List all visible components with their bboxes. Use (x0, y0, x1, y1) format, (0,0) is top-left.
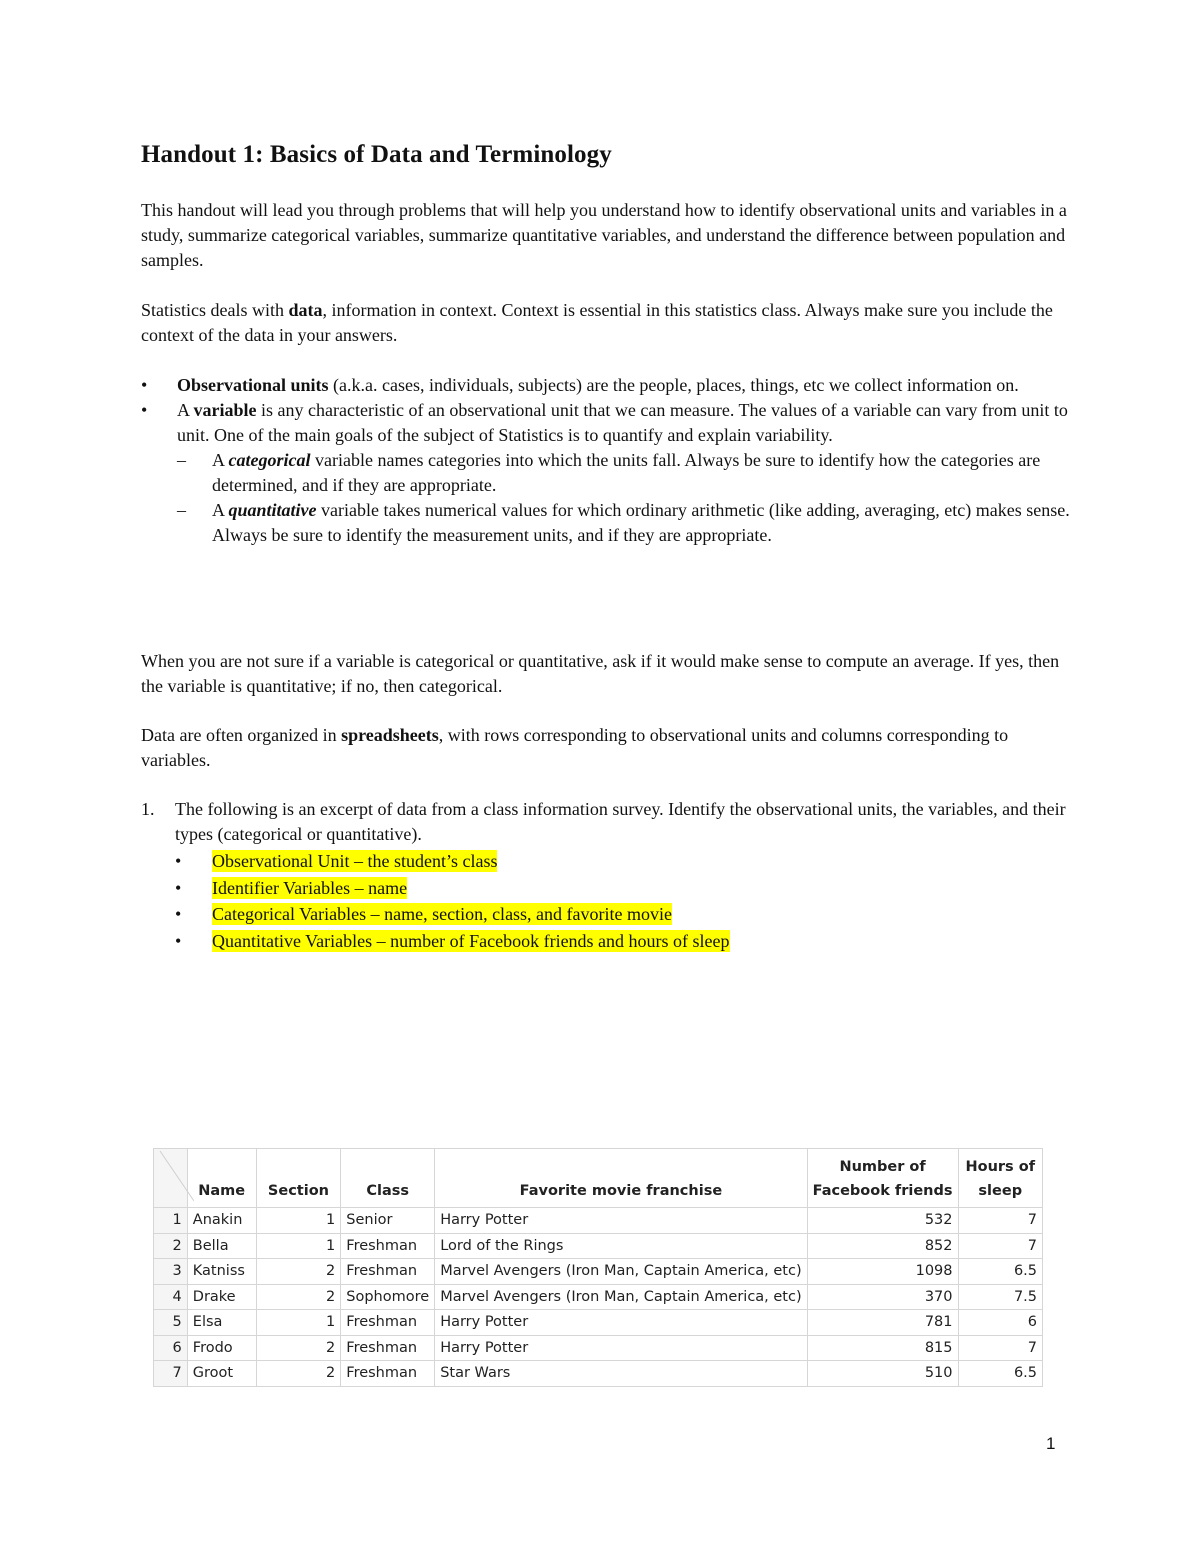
intro-paragraph: This handout will lead you through problems that will help you understand how to identify observational units and variables in a study, summarize categorical variables, summarize quantitative variables, and understand the difference between population and samples. (141, 200, 1067, 270)
answer-text: Categorical Variables – name, section, class, and favorite movie (212, 904, 673, 924)
bullet-icon: • (175, 877, 182, 898)
header-line: Facebook friends (812, 1183, 953, 1199)
cell-class: Freshman (341, 1361, 435, 1387)
cell-name: Katniss (187, 1259, 256, 1285)
answer-item (175, 901, 1071, 928)
cell-movie: Star Wars (435, 1361, 807, 1387)
cell-hours-of-sleep: 6.5 (958, 1259, 1042, 1285)
table-row (154, 1208, 1043, 1234)
cell-movie: Harry Potter (435, 1208, 807, 1234)
cell-facebook-friends: 532 (807, 1208, 958, 1234)
table-row (154, 1284, 1043, 1310)
survey-data-table (153, 1148, 1043, 1387)
row-number: 7 (154, 1361, 188, 1387)
variable-definition: is any characteristic of an observational unit that we can measure. The values of a variable can vary from unit to unit. One of the main goals of the subject of Statistics is to quantify and explain variability. (177, 400, 1068, 445)
table-row (154, 1233, 1043, 1259)
cell-facebook-friends: 510 (807, 1361, 958, 1387)
answer-item (175, 848, 1071, 875)
bullet-icon: • (175, 851, 182, 871)
list-item-variable (141, 398, 1071, 448)
cell-movie: Harry Potter (435, 1335, 807, 1361)
cell-section: 2 (256, 1335, 341, 1361)
column-header-movie: Favorite movie franchise (435, 1149, 807, 1208)
cell-movie: Marvel Avengers (Iron Man, Captain America, etc) (435, 1259, 807, 1285)
answer-item (175, 875, 1071, 902)
table-body (154, 1208, 1043, 1387)
definitions-list (141, 373, 1071, 548)
categorical-definition: variable names categories into which the units fall. Always be sure to identify how the categories are determined, and if they are appropriate. (212, 450, 1041, 495)
answer-text: Quantitative Variables – number of Facebook friends and hours of sleep (212, 930, 730, 951)
answer-text: Identifier Variables – name (212, 877, 408, 898)
cell-class: Senior (341, 1208, 435, 1234)
table-row (154, 1335, 1043, 1361)
cell-facebook-friends: 370 (807, 1284, 958, 1310)
spreadsheet-paragraph (141, 723, 1071, 773)
table-row (154, 1361, 1043, 1387)
dash-icon: – (177, 450, 186, 470)
page-title: Handout 1: Basics of Data and Terminology (141, 141, 612, 168)
list-item-quantitative (141, 498, 1071, 548)
cell-name: Bella (187, 1233, 256, 1259)
cell-movie: Marvel Avengers (Iron Man, Captain America, etc) (435, 1284, 807, 1310)
table-row (154, 1259, 1043, 1285)
question-1 (141, 797, 1071, 954)
stats-term-data: data (288, 300, 323, 320)
term-spreadsheets: spreadsheets (341, 725, 439, 745)
row-number: 4 (154, 1284, 188, 1310)
cell-class: Sophomore (341, 1284, 435, 1310)
row-number: 2 (154, 1233, 188, 1259)
list-item-categorical (141, 448, 1071, 498)
stats-text-before: Statistics deals with (141, 300, 289, 320)
bullet-icon: • (141, 400, 148, 420)
list-item-observational-units (141, 373, 1071, 398)
column-header-class: Class (341, 1149, 435, 1208)
quantitative-definition: variable takes numerical values for which ordinary arithmetic (like adding, averaging, etc) makes sense. Always be sure to identify the measurement units, and if they are appropriate. (212, 500, 1070, 545)
answer-item (175, 928, 1071, 955)
cell-hours-of-sleep: 7 (958, 1233, 1042, 1259)
term-variable: variable (193, 400, 257, 420)
statistics-paragraph (141, 298, 1071, 348)
dash-icon: – (177, 500, 186, 520)
when-paragraph: When you are not sure if a variable is categorical or quantitative, ask if it would make sense to compute an average. If yes, then the variable is quantitative; if no, then categorical. (141, 651, 1060, 696)
cell-hours-of-sleep: 7 (958, 1208, 1042, 1234)
cell-section: 2 (256, 1259, 341, 1285)
cell-hours-of-sleep: 7.5 (958, 1284, 1042, 1310)
cell-section: 1 (256, 1310, 341, 1336)
cell-name: Drake (187, 1284, 256, 1310)
cell-class: Freshman (341, 1335, 435, 1361)
term-quantitative: quantitative (228, 500, 317, 520)
table-row (154, 1310, 1043, 1336)
variable-prefix: A (177, 400, 194, 420)
term-observational-units: Observational units (177, 375, 329, 395)
cell-name: Elsa (187, 1310, 256, 1336)
cell-section: 2 (256, 1361, 341, 1387)
column-header-name: Name (187, 1149, 256, 1208)
cell-class: Freshman (341, 1233, 435, 1259)
cell-facebook-friends: 1098 (807, 1259, 958, 1285)
cell-facebook-friends: 852 (807, 1233, 958, 1259)
row-number: 1 (154, 1208, 188, 1234)
cell-name: Groot (187, 1361, 256, 1387)
spreadsheet-text-after: , with rows corresponding to observational units and columns corresponding to variables. (141, 725, 1009, 770)
question-text: The following is an excerpt of data from a class information survey. Identify the observational units, the variables, and their types (categorical or quantitative). (175, 799, 1066, 844)
cell-class: Freshman (341, 1310, 435, 1336)
cell-section: 1 (256, 1233, 341, 1259)
cell-hours-of-sleep: 6 (958, 1310, 1042, 1336)
cell-hours-of-sleep: 6.5 (958, 1361, 1042, 1387)
row-number: 5 (154, 1310, 188, 1336)
bullet-icon: • (175, 930, 182, 951)
cell-section: 1 (256, 1208, 341, 1234)
header-line: Hours of (965, 1159, 1036, 1175)
answer-text: Observational Unit – the student’s class (212, 851, 498, 871)
header-line: sleep (978, 1183, 1023, 1199)
cell-facebook-friends: 781 (807, 1310, 958, 1336)
cell-movie: Harry Potter (435, 1310, 807, 1336)
column-header-hours-of-sleep (958, 1149, 1042, 1208)
corner-cell (154, 1149, 188, 1208)
cell-facebook-friends: 815 (807, 1335, 958, 1361)
column-header-section: Section (256, 1149, 341, 1208)
cell-hours-of-sleep: 7 (958, 1335, 1042, 1361)
cell-name: Frodo (187, 1335, 256, 1361)
column-header-facebook-friends (807, 1149, 958, 1208)
observational-units-definition: (a.k.a. cases, individuals, subjects) are the people, places, things, etc we collect information on. (328, 375, 1019, 395)
cell-movie: Lord of the Rings (435, 1233, 807, 1259)
bullet-icon: • (175, 904, 182, 924)
categorical-prefix: A (212, 450, 229, 470)
question-number: 1. (141, 799, 155, 819)
answer-list (141, 848, 1071, 954)
cell-class: Freshman (341, 1259, 435, 1285)
quantitative-prefix: A (212, 500, 229, 520)
bullet-icon: • (141, 375, 148, 395)
stats-text-after: , information in context. Context is essential in this statistics class. Always make sure you include the context of the data in your answers. (141, 300, 1053, 345)
table-header-row (154, 1149, 1043, 1208)
row-number: 3 (154, 1259, 188, 1285)
page-number: 1 (1046, 1434, 1056, 1453)
cell-name: Anakin (187, 1208, 256, 1234)
corner-diagonal-icon (154, 1149, 194, 1203)
spreadsheet-text-before: Data are often organized in (141, 725, 342, 745)
spreadsheet-excerpt (153, 1148, 1043, 1394)
header-line: Number of (839, 1159, 926, 1175)
term-categorical: categorical (228, 450, 311, 470)
row-number: 6 (154, 1335, 188, 1361)
cell-section: 2 (256, 1284, 341, 1310)
